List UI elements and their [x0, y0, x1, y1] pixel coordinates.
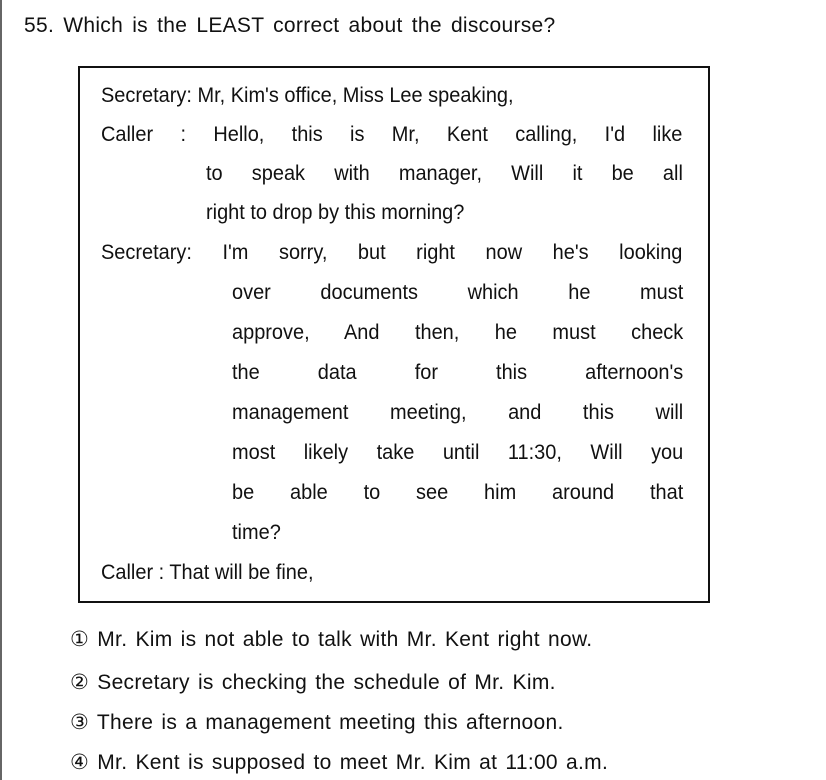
dialogue-line: approve, And then, he must check [232, 321, 684, 344]
question-title: 55. Which is the LEAST correct about the discourse? [24, 14, 556, 37]
dialogue-line: management meeting, and this will [232, 401, 684, 424]
dialogue-line: Secretary: Mr, Kim's office, Miss Lee speaking, [101, 84, 514, 107]
answer-option-3[interactable]: ③ There is a management meeting this afternoon. [70, 711, 564, 734]
dialogue-line: time? [232, 521, 281, 544]
dialogue-line: most likely take until 11:30, Will you [232, 441, 684, 464]
dialogue-line: over documents which he must [232, 281, 684, 304]
dialogue-line: right to drop by this morning? [206, 201, 465, 224]
page-left-border [0, 0, 2, 780]
answer-option-4[interactable]: ④ Mr. Kent is supposed to meet Mr. Kim at 11:00 a.m. [70, 751, 609, 774]
answer-option-2[interactable]: ② Secretary is checking the schedule of Mr. Kim. [70, 671, 556, 694]
dialogue-line: be able to see him around that [232, 481, 684, 504]
dialogue-line: to speak with manager, Will it be all [206, 162, 683, 185]
dialogue-line: Caller : Hello, this is Mr, Kent calling, I'd like [101, 123, 683, 146]
dialogue-line: the data for this afternoon's [232, 361, 684, 384]
dialogue-line: Secretary: I'm sorry, but right now he's looking [101, 241, 683, 264]
dialogue-line: Caller : That will be fine, [101, 561, 314, 584]
answer-option-1[interactable]: ① Mr. Kim is not able to talk with Mr. Kent right now. [70, 628, 593, 651]
